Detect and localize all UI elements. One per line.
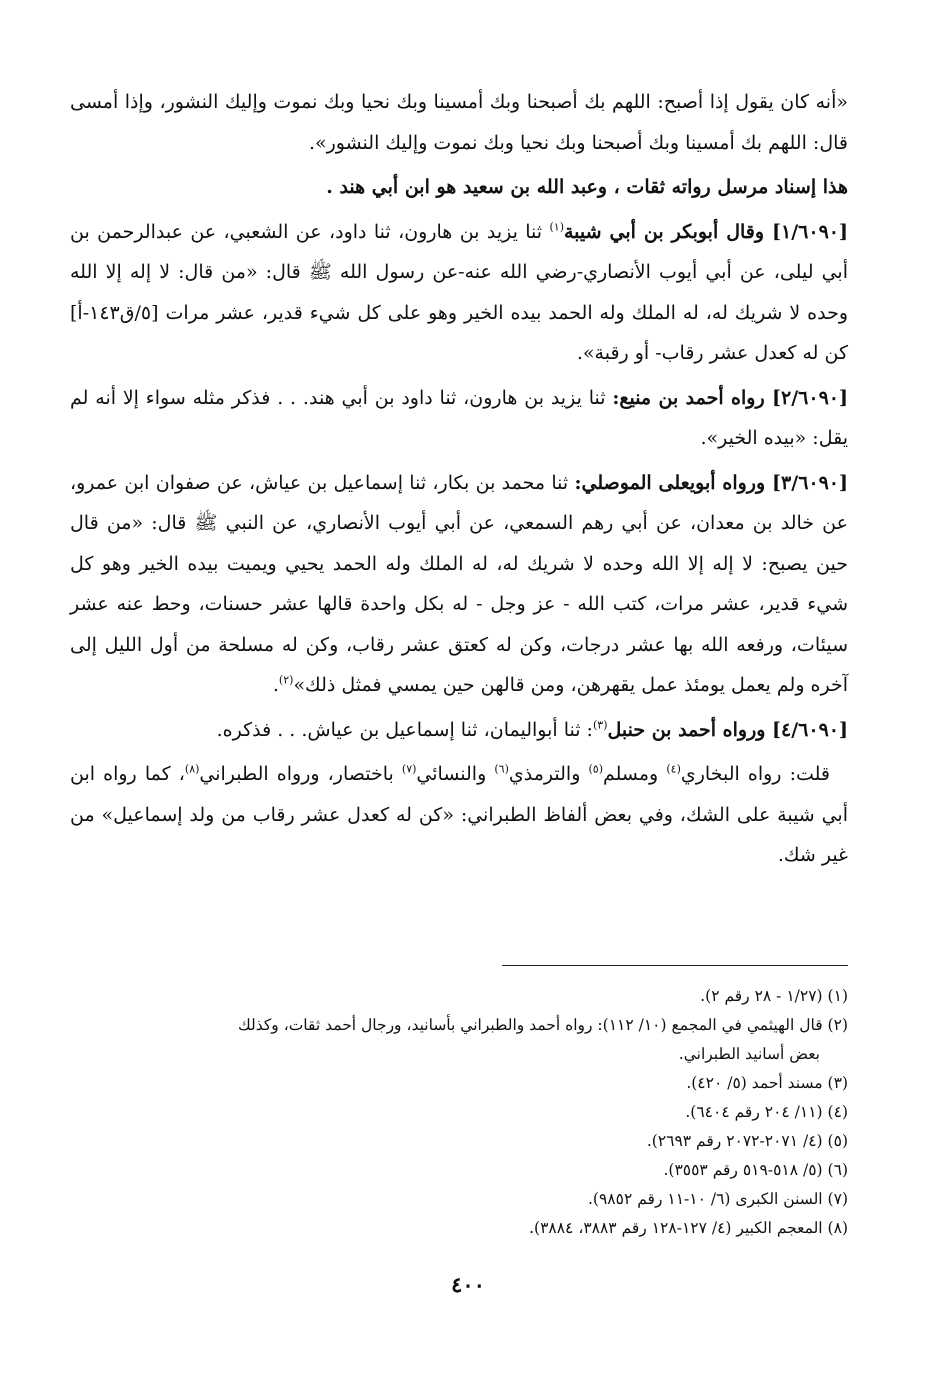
qultu-text-2: ومسلم: [603, 763, 667, 785]
hadith-3-body: ثنا محمد بن بكار، ثنا إسماعيل بن عياش، عن صفوان ابن عمرو، عن خالد بن معدان، عن أبي رهم السمعي، عن أبي أيوب الأنصاري، عن النبي ﷺ قال: «من قال حين يصبح: لا إله إلا الله وحده لا شريك له، له الملك وله الحمد يحيي ويميت بيده الخير وهو كل شيء قدير، عشر مرات، كتب الله - عز وجل - له بكل واحدة قالها عشر حسنات، وحط عنه عشر سيئات، ورفعه الله بها عشر درجات، وكن له كعتق عشر رقاب، وكن له مسلحة من أول الليل إلى آخره ولم يعمل يومئذ عمل يقهرهن، ومن قالهن حين يمسي فمثل ذلك»: [70, 471, 848, 696]
hadith-3-head: [٣/٦٠٩٠] ورواه أبويعلى الموصلي:: [574, 471, 849, 494]
footnote-number: (١): [827, 987, 848, 1005]
footnote-5: [70, 1127, 848, 1156]
footnote-ref-4: (٤): [666, 762, 681, 776]
qultu-text-3: والترمذي: [508, 763, 589, 785]
hadith-1: [70, 212, 848, 374]
footnotes: [70, 982, 848, 1243]
hadith-2-head: [٢/٦٠٩٠] رواه أحمد بن منيع:: [612, 386, 848, 409]
footnote-number: (٤): [827, 1103, 848, 1121]
qultu-paragraph: [70, 754, 848, 876]
hadith-3: [70, 463, 848, 706]
hadith-4: [70, 710, 848, 751]
footnote-ref-1: (١): [549, 220, 564, 234]
main-text: [70, 82, 848, 876]
footnote-ref-5: (٥): [588, 762, 603, 776]
footnote-text: السنن الكبرى (٦/ ١٠-١١ رقم ٩٨٥٢).: [588, 1190, 823, 1208]
hadith-1-body: ثنا يزيد بن هارون، ثنا داود، عن الشعبي، عن عبدالرحمن بن أبي ليلى، عن أبي أيوب الأنصاري-رضي الله عنه-عن رسول الله ﷺ قال: «من قال: لا إله إلا الله وحده لا شريك له، له الملك وله الحمد بيده الخير وهو على كل شيء قدير، عشر مرات [٥/ق١٤٣-أ] كن له كعدل عشر رقاب- أو رقبة».: [70, 220, 848, 364]
isnad-paragraph: [70, 167, 848, 208]
footnote-6: [70, 1156, 848, 1185]
qultu-text-5: باختصار، ورواه الطبراني: [199, 763, 402, 785]
footnote-text: (١١/ ٢٠٤ رقم ٦٤٠٤).: [685, 1103, 823, 1121]
hadith-1-head: [١/٦٠٩٠] وقال أبوبكر بن أبي شيبة: [563, 220, 848, 243]
footnote-2-continuation: [70, 1040, 848, 1069]
qultu-text-4: والنسائي: [416, 763, 495, 785]
footnote-text: (٥/ ٥١٨-٥١٩ رقم ٣٥٥٣).: [663, 1161, 823, 1179]
footnote-text: مسند أحمد (٥/ ٤٢٠).: [686, 1074, 823, 1092]
footnote-number: (٨): [827, 1219, 848, 1237]
isnad-text: هذا إسناد مرسل رواته ثقات ، وعبد الله بن سعيد هو ابن أبي هند .: [326, 176, 848, 198]
footnote-ref-6: (٦): [494, 762, 509, 776]
footnote-1: [70, 982, 848, 1011]
footnote-number: (٥): [827, 1132, 848, 1150]
footnote-ref-3: (٣): [592, 718, 608, 732]
footnote-7: [70, 1185, 848, 1214]
footnote-ref-8: (٨): [184, 762, 200, 776]
footnote-ref-7: (٧): [401, 762, 417, 776]
footnote-ref-2: (٢): [278, 673, 294, 687]
footnote-3: [70, 1069, 848, 1098]
footnote-text: قال الهيثمي في المجمع (١٠/ ١١٢): رواه أحمد والطبراني بأسانيد، ورجال أحمد ثقات، وكذلك: [237, 1016, 823, 1034]
footnote-text: (٤/ ٢٠٧١-٢٠٧٢ رقم ٢٦٩٣).: [646, 1132, 823, 1150]
hadith-2-body: ثنا يزيد بن هارون، ثنا داود بن أبي هند. . . فذكر مثله سواء إلا أنه لم يقل: «بيده الخير».: [70, 386, 848, 449]
intro-text: «أنه كان يقول إذا أصبح: اللهم بك أصبحنا وبك أمسينا وبك نحيا وبك نموت وإليك النشور، وإذا أمسى قال: اللهم بك أمسينا وبك أصبحنا وبك نحيا وبك نموت وإليك النشور».: [70, 91, 848, 154]
footnote-text: المعجم الكبير (٤/ ١٢٧-١٢٨ رقم ٣٨٨٣، ٣٨٨٤).: [529, 1219, 823, 1237]
footnote-4: [70, 1098, 848, 1127]
footnote-text: بعض أسانيد الطبراني.: [678, 1045, 820, 1063]
intro-paragraph: [70, 82, 848, 163]
page-number: ٤٠٠: [451, 1272, 485, 1297]
footnote-separator: [502, 965, 848, 966]
hadith-4-head: [٤/٦٠٩٠] ورواه أحمد بن حنبل: [607, 718, 848, 741]
footnote-number: (٢): [827, 1016, 848, 1034]
qultu-text-6: ، كما رواه ابن أبي شيبة على الشك، وفي بعض ألفاظ الطبراني: «كن له كعدل عشر رقاب من ولد إسماعيل» من غير شك.: [70, 763, 848, 866]
footnote-number: (٣): [827, 1074, 848, 1092]
footnote-text: (١/٢٧ - ٢٨ رقم ٢).: [700, 987, 823, 1005]
footnote-number: (٧): [827, 1190, 848, 1208]
footnote-number: (٦): [827, 1161, 848, 1179]
qultu-text-1: قلت: رواه البخاري: [680, 763, 831, 785]
footnote-8: [70, 1214, 848, 1243]
footnote-2: [70, 1011, 848, 1040]
hadith-2: [70, 378, 848, 459]
hadith-4-body: : ثنا أبواليمان، ثنا إسماعيل بن عياش. . . فذكره.: [216, 718, 593, 741]
hadith-3-tail: .: [272, 674, 279, 696]
